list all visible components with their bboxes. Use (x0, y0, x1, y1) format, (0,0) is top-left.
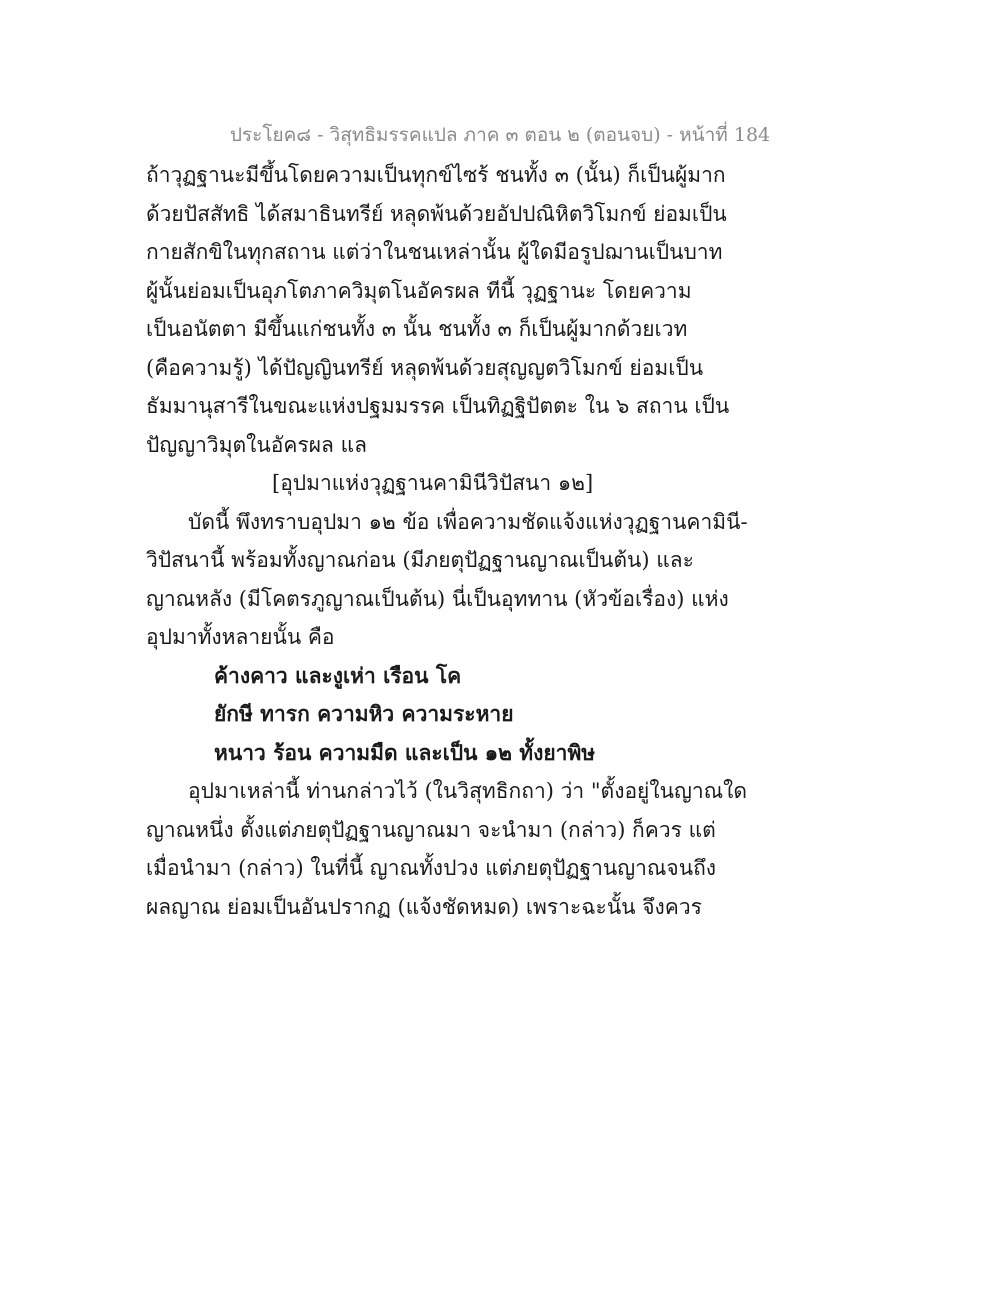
paragraph-1 (146, 156, 866, 464)
text-line: อุปมาทั้งหลายนั้น คือ (146, 625, 335, 649)
text-line: ธัมมานุสารีในขณะแห่งปฐมมรรค เป็นทิฏฐิปัตตะ ใน ๖ สถาน เป็น (146, 394, 730, 418)
text-line: บัดนี้ พึงทราบอุปมา ๑๒ ข้อ เพื่อความชัดแจ้งแห่งวุฏฐานคามินี- (188, 509, 748, 534)
verse-block (146, 657, 866, 773)
running-header (0, 120, 1000, 150)
section-heading: [อุปมาแห่งวุฏฐานคามินีวิปัสนา ๑๒] (272, 471, 594, 495)
text-line: อุปมาเหล่านี้ ท่านกล่าวไว้ (ในวิสุทธิกถา) ว่า "ตั้งอยู่ในญาณใด (188, 779, 748, 803)
paragraph-3 (146, 772, 866, 926)
document-body (146, 156, 866, 926)
text-line: (คือความรู้) ได้ปัญญินทรีย์ หลุดพ้นด้วยสุญญตวิโมกข์ ย่อมเป็น (146, 355, 704, 380)
text-line: เมื่อนำมา (กล่าว) ในที่นี้ ญาณทั้งปวง แต่ภยตุปัฏฐานญาณจนถึง (146, 856, 717, 880)
text-line: ผลญาณ ย่อมเป็นอันปรากฏ (แจ้งชัดหมด) เพราะฉะนั้น จึงควร (146, 894, 702, 919)
text-line: ปัญญาวิมุตในอัครผล แล (146, 432, 367, 457)
text-line: ถ้าวุฏฐานะมีขึ้นโดยความเป็นทุกข์ไซร้ ชนทั้ง ๓ (นั้น) ก็เป็นผู้มาก (146, 163, 726, 187)
text-line: ญาณหนึ่ง ตั้งแต่ภยตุปัฏฐานญาณมา จะนำมา (กล่าว) ก็ควร แต่ (146, 817, 716, 842)
running-header-text: ประโยค๘ - วิสุทธิมรรคแปล ภาค ๓ ตอน ๒ (ตอนจบ) - หน้าที่ 184 (229, 124, 771, 146)
text-line: ญาณหลัง (มีโคตรภูญาณเป็นต้น) นี่เป็นอุททาน (หัวข้อเรื่อง) แห่ง (146, 586, 729, 611)
text-line: เป็นอนัตตา มีขึ้นแก่ชนทั้ง ๓ นั้น ชนทั้ง ๓ ก็เป็นผู้มากด้วยเวท (146, 317, 688, 341)
verse-line: ค้างคาว และงูเห่า เรือน โค (214, 662, 462, 688)
paragraph-2 (146, 503, 866, 657)
text-line: วิปัสนานี้ พร้อมทั้งญาณก่อน (มีภยตุปัฏฐานญาณเป็นต้น) และ (146, 548, 694, 572)
verse-line: หนาว ร้อน ความมืด และเป็น ๑๒ ทั้งยาพิษ (214, 739, 596, 765)
text-line: กายสักขิในทุกสถาน แต่ว่าในชนเหล่านั้น ผู้ใดมีอรูปฌานเป็นบาท (146, 240, 723, 264)
text-line: ผู้นั้นย่อมเป็นอุภโตภาควิมุตโนอัครผล ทีนี้ วุฏฐานะ โดยความ (146, 278, 692, 303)
verse-line: ยักษี ทารก ความหิว ความระหาย (214, 701, 514, 726)
text-line: ด้วยปัสสัทธิ ได้สมาธินทรีย์ หลุดพ้นด้วยอัปปณิหิตวิโมกข์ ย่อมเป็น (146, 201, 727, 226)
